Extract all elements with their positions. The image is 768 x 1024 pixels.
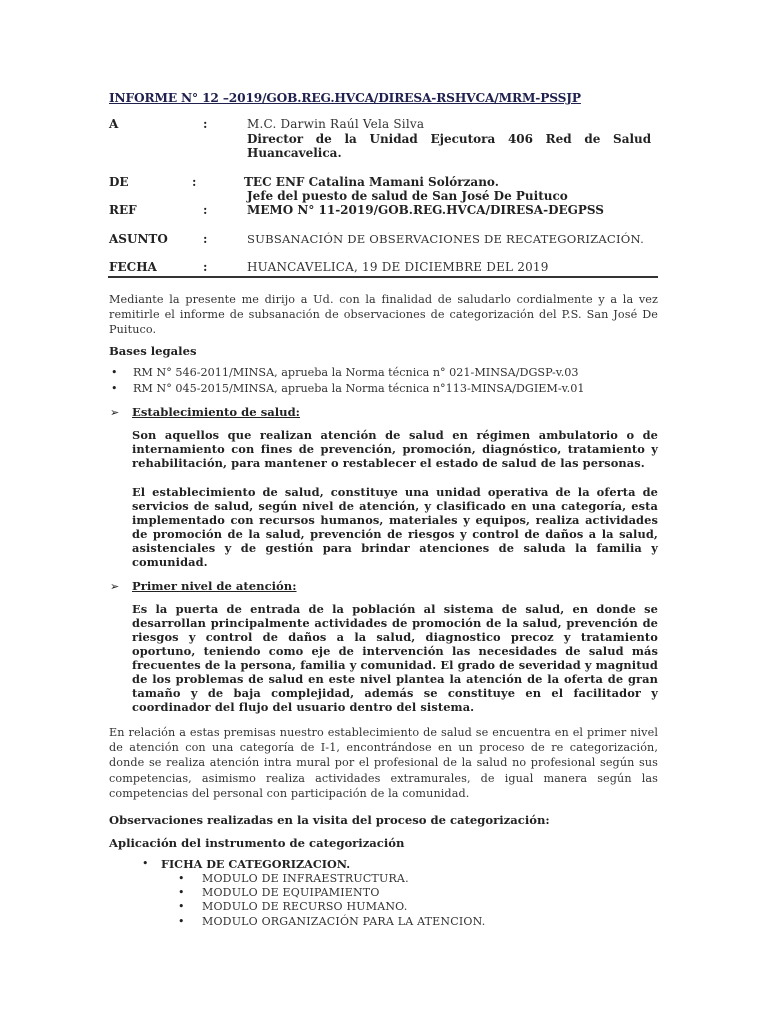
header-a-role-line2: Huancavelica.: [247, 146, 342, 160]
header-fecha-sep: :: [203, 260, 208, 274]
report-title: INFORME N° 12 –2019/GOB.REG.HVCA/DIRESA-RSHVCA/MRM-PSSJP: [109, 91, 581, 105]
relacion-paragraph: En relación a estas premisas nuestro establecimiento de salud se encuentra en el primer nivel de atención con una categoría de I-1, encontrándose en un proceso de re categorización, donde se realiza atención intra mural por el profesional de la salud no profesional según sus competencias, asimismo realiza actividades extramurales, de igual manera según las competencias del personal con participación de la comunidad.: [109, 726, 658, 800]
header-ref-sep: :: [203, 203, 208, 217]
header-a-role-line1: Director de la Unidad Ejecutora 406 Red de Salud: [247, 132, 652, 146]
header-asunto-sep: :: [203, 232, 208, 246]
header-de-sep: :: [192, 175, 197, 189]
bases-item-1: RM N° 546-2011/MINSA, aprueba la Norma técnica n° 021-MINSA/DGSP-v.03: [133, 366, 579, 379]
bases-legales-heading: Bases legales: [109, 344, 197, 358]
bullet-icon: •: [111, 382, 118, 395]
header-de-role: Jefe del puesto de salud de San José De Puituco: [247, 189, 568, 203]
header-asunto-value: SUBSANACIÓN DE OBSERVACIONES DE RECATEGORIZACIÓN.: [247, 232, 644, 246]
header-ref-label: REF: [109, 203, 137, 217]
bullet-icon: •: [178, 915, 185, 928]
bullet-icon: •: [178, 886, 185, 899]
modulo-item-4: MODULO ORGANIZACIÓN PARA LA ATENCION.: [202, 915, 486, 928]
aplicacion-heading: Aplicación del instrumento de categorización: [109, 836, 405, 850]
header-fecha-label: FECHA: [109, 260, 157, 274]
section-establecimiento-paragraph-2: El establecimiento de salud, constituye una unidad operativa de la oferta de servicios de salud, según nivel de atención, y clasificado en una categoría, esta implementado con recursos humanos, materiales y equipos, realiza actividades de promoción de la salud, prevención de riesgos y control de daños a la salud, asistenciales y de gestión para brindar atenciones de saluda la familia y comunidad.: [132, 485, 658, 569]
header-de-label: DE: [109, 175, 129, 189]
header-ref-value: MEMO N° 11-2019/GOB.REG.HVCA/DIRESA-DEGPSS: [247, 203, 604, 217]
bullet-icon: •: [142, 857, 149, 870]
section-establecimiento-heading: Establecimiento de salud:: [132, 405, 300, 419]
section-primer-nivel-paragraph: Es la puerta de entrada de la población al sistema de salud, en donde se desarrollan principalmente actividades de promoción de la salud, prevención de riesgos y control de daños a la salud, diagnostico precoz y tratamiento oportuno, teniendo como eje de intervención las necesidades de salud más frecuentes de la persona, familia y comunidad. El grado de severidad y magnitud de los problemas de salud en este nivel plantea la atención de la oferta de gran tamaño y de baja complejidad, además se constituye en el facilitador y coordinador del flujo del usuario dentro del sistema.: [132, 602, 658, 714]
header-asunto-label: ASUNTO: [109, 232, 168, 246]
arrow-bullet-icon: ➢: [110, 580, 120, 593]
section-establecimiento-paragraph-1: Son aquellos que realizan atención de salud en régimen ambulatorio o de internamiento con fines de prevención, promoción, diagnóstico, tratamiento y rehabilitación, para mantener o restablecer el estado de salud de las personas.: [132, 428, 658, 470]
bullet-icon: •: [178, 900, 185, 913]
ficha-heading: FICHA DE CATEGORIZACION.: [161, 857, 351, 871]
section-primer-nivel-heading: Primer nivel de atención:: [132, 579, 297, 593]
header-a-name: M.C. Darwin Raúl Vela Silva: [247, 117, 425, 131]
header-divider: [108, 276, 658, 278]
modulo-item-3: MODULO DE RECURSO HUMANO.: [202, 900, 408, 913]
bullet-icon: •: [111, 366, 118, 379]
header-fecha-value: HUANCAVELICA, 19 DE DICIEMBRE DEL 2019: [247, 260, 549, 274]
bullet-icon: •: [178, 872, 185, 885]
bases-item-2: RM N° 045-2015/MINSA, aprueba la Norma técnica n°113-MINSA/DGIEM-v.01: [133, 382, 585, 395]
intro-paragraph: Mediante la presente me dirijo a Ud. con la finalidad de saludarlo cordialmente y a la vez remitirle el informe de subsanación de observaciones de categorización del P.S. San José De Puituco.: [109, 293, 658, 337]
header-a-sep: :: [203, 117, 208, 131]
modulo-item-1: MODULO DE INFRAESTRUCTURA.: [202, 872, 409, 885]
modulo-item-2: MODULO DE EQUIPAMIENTO: [202, 886, 380, 899]
observaciones-heading: Observaciones realizadas en la visita del proceso de categorización:: [109, 813, 550, 827]
arrow-bullet-icon: ➢: [110, 406, 120, 419]
header-de-name: TEC ENF Catalina Mamani Solórzano.: [244, 175, 499, 189]
header-a-label: A: [109, 117, 119, 131]
